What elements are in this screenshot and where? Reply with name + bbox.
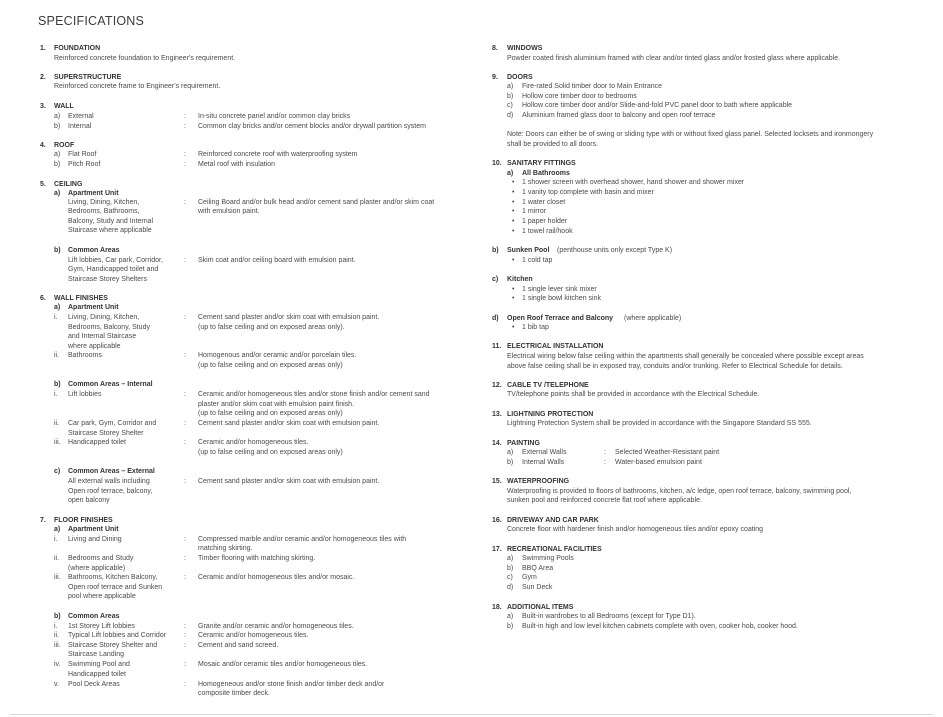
spec-left-text: ii. [54,632,60,639]
spec-left-subheading: Common Areas [68,247,120,254]
spec-left-text: ii. [54,420,60,427]
spec-right-text: (penthouse units only except Type K) [557,247,673,254]
spec-left-text: : [184,420,186,427]
spec-left-text: Typical Lift lobbies and Corridor [68,632,167,639]
spec-left-text: iii. [54,574,61,581]
spec-left-subheading: a) [54,190,61,197]
spec-left-subheading: Apartment Unit [68,304,119,311]
spec-right-text: sunken pool and reinforced concrete flat roof where applicable. [507,497,702,504]
spec-left-subheading: Apartment Unit [68,190,119,197]
spec-left-heading: SUPERSTRUCTURE [54,74,122,81]
spec-right-text: (where applicable) [624,315,682,322]
spec-left-text: i. [54,623,58,630]
spec-left-heading: WALL FINISHES [54,295,108,302]
spec-right-text: 1 paper holder [522,218,568,225]
spec-right-text: b) [507,459,514,466]
spec-right-text: Swimming Pools [522,555,574,562]
spec-right-subheading: c) [492,276,499,283]
spec-right-heading: 17. [492,546,502,553]
spec-right-text: shall be provided to all doors. [507,141,599,148]
spec-right-text: a) [507,83,514,90]
spec-right-heading: PAINTING [507,440,540,447]
spec-left-text: Common clay bricks and/or cement blocks and/or drywall partition system [198,123,426,130]
spec-left-text: Skim coat and/or ceiling board with emulsion paint. [198,257,356,264]
spec-left-text: Lift lobbies [68,391,102,398]
spec-left-text: : [184,352,186,359]
spec-left-text: Homogenous and/or ceramic and/or porcelain tiles. [198,352,357,359]
spec-left-text: Cement sand plaster and/or skim coat with emulsion paint. [198,420,380,427]
spec-left-text: Living and Dining [68,536,122,543]
spec-right-subheading: d) [492,315,499,322]
spec-left-text: : [184,123,186,130]
spec-right-text: TV/telephone points shall be provided in accordance with the Electrical Schedule. [507,391,760,398]
spec-left-text: b) [54,161,61,168]
spec-right-subheading: Kitchen [507,276,533,283]
spec-left-text: (where applicable) [68,565,126,572]
spec-left-text: : [184,113,186,120]
spec-right-heading: 12. [492,382,502,389]
spec-left-text: i. [54,536,58,543]
spec-left-text: (up to false ceiling and on exposed areas only). [198,324,345,331]
spec-left-text: Living, Dining, Kitchen, [68,314,140,321]
spec-left-text: Cement sand plaster and/or skim coat with emulsion paint. [198,478,380,485]
spec-left-text: ii. [54,555,60,562]
spec-left-subheading: Common Areas – External [68,468,155,475]
spec-right-text: c) [507,574,513,581]
spec-left-text: : [184,391,186,398]
spec-left-text: Ceramic and/or homogeneous tiles and/or mosaic. [198,574,355,581]
spec-right-heading: 15. [492,478,502,485]
spec-right-heading: LIGHTNING PROTECTION [507,411,594,418]
spec-left-text: Ceramic and/or homogeneous tiles. [198,632,309,639]
spec-left-heading: 1. [40,45,46,52]
spec-right-heading: WATERPROOFING [507,478,570,485]
spec-right-text: • [512,199,515,206]
spec-left-text: Balcony, Study and Internal [68,218,154,225]
spec-left-heading: 3. [40,103,46,110]
spec-right-text: Hollow core timber door and/or Slide-and-fold PVC panel door to bath where applicable [522,102,793,109]
spec-right-heading: ADDITIONAL ITEMS [507,604,574,611]
spec-right-text: • [512,218,515,225]
spec-left-text: Internal [68,123,92,130]
spec-right-text: b) [507,623,514,630]
spec-left-subheading: c) [54,468,61,475]
spec-right-text: 1 cold tap [522,257,553,264]
page-title: SPECIFICATIONS [38,14,145,28]
spec-left-text: : [184,681,186,688]
spec-right-text: above false ceiling shall be in exposed tray, conduits and/or trunking. Refer to Electrical Schedule for details. [507,363,843,370]
spec-left-text: Bedrooms, Balcony, Study [68,324,150,331]
spec-right-text: 1 vanity top complete with basin and mixer [522,189,654,196]
spec-left-text: Living, Dining, Kitchen, [68,199,140,206]
spec-left-text: Bedrooms and Study [68,555,134,562]
spec-left-text: Open roof terrace, balcony, [68,488,153,495]
spec-right-heading: 11. [492,343,502,350]
spec-right-heading: WINDOWS [507,45,543,52]
spec-left-heading: FLOOR FINISHES [54,517,113,524]
spec-left-text: Staircase Storey Shelter [68,430,144,437]
spec-left-heading: 2. [40,74,46,81]
spec-right-text: a) [507,613,514,620]
spec-left-text: Reinforced concrete frame to Engineer's requirement. [54,83,221,90]
spec-left-text: External [68,113,94,120]
spec-left-text: plaster and/or skim coat with emulsion paint finish. [198,401,355,408]
spec-left-text: : [184,642,186,649]
spec-left-heading: FOUNDATION [54,45,101,52]
spec-left-text: i. [54,391,58,398]
spec-left-text: and Internal Staircase [68,333,137,340]
spec-left-text: Gym, Handicapped toilet and [68,266,159,273]
spec-right-text: 1 water closet [522,199,566,206]
spec-left-text: : [184,199,186,206]
spec-right-text: • [512,257,515,264]
spec-right-text: 1 bib tap [522,324,549,331]
spec-left-subheading: Common Areas – Internal [68,381,153,388]
spec-left-text: iii. [54,642,61,649]
spec-left-heading: ROOF [54,142,75,149]
spec-left-heading: WALL [54,103,74,110]
spec-left-text: open balcony [68,497,110,504]
spec-left-text: Pool Deck Areas [68,681,120,688]
spec-left-text: : [184,478,186,485]
spec-left-text: matching skirting. [198,545,253,552]
spec-left-text: Handicapped toilet [68,439,126,446]
spec-left-text: : [184,555,186,562]
spec-right-text: • [512,208,515,215]
spec-right-text: Gym [522,574,537,581]
spec-left-text: Staircase Storey Shelter and [68,642,158,649]
spec-left-text: Metal roof with insulation [198,161,276,168]
spec-right-text: Hollow core timber door to bedrooms [522,93,637,100]
spec-left-text: 1st Storey Lift lobbies [68,623,135,630]
spec-left-heading: 4. [40,142,46,149]
spec-left-text: Swimming Pool and [68,661,130,668]
spec-right-text: Internal Walls [522,459,565,466]
spec-right-text: • [512,324,515,331]
spec-right-text: Waterproofing is provided to floors of bathrooms, kitchen, a/c ledge, open roof terrace, balcony, swimming pool, [507,488,852,495]
spec-right-text: • [512,286,515,293]
spec-left-text: : [184,536,186,543]
spec-right-text: 1 towel rail/hook [522,228,573,235]
spec-left-text: Ceramic and/or homogeneous tiles and/or stone finish and/or cement sand [198,391,430,398]
spec-left-text: : [184,661,186,668]
spec-right-heading: 16. [492,517,502,524]
spec-right-heading: 9. [492,74,498,81]
spec-left-text: Flat Roof [68,151,97,158]
spec-right-subheading: Open Roof Terrace and Balcony [507,315,614,322]
spec-left-text: Reinforced concrete roof with waterproofing system [198,151,358,158]
spec-right-text: Aluminium framed glass door to balcony and open roof terrace [522,112,716,119]
spec-right-text: 1 single lever sink mixer [522,286,597,293]
spec-right-text: 1 shower screen with overhead shower, hand shower and shower mixer [522,179,745,186]
spec-right-text: Built-in wardrobes to all Bedrooms (except for Type D1). [522,613,696,620]
spec-left-text: i. [54,314,58,321]
spec-left-heading: 6. [40,295,46,302]
spec-left-text: with emulsion paint. [198,208,260,215]
spec-right-text: Powder coated finish aluminium framed with clear and/or tinted glass and/or frosted glass where applicable. [507,55,841,62]
spec-right-subheading: b) [492,247,499,254]
bottom-divider [10,714,933,715]
spec-left-text: All external walls including [68,478,150,485]
spec-right-heading: ELECTRICAL INSTALLATION [507,343,604,350]
spec-right-text: b) [507,93,514,100]
spec-right-text: • [512,179,515,186]
spec-left-text: Staircase Landing [68,651,125,658]
spec-right-text: b) [507,565,514,572]
spec-right-heading: DOORS [507,74,533,81]
spec-right-heading: CABLE TV /TELEPHONE [507,382,589,389]
spec-left-text: : [184,314,186,321]
spec-left-heading: 5. [40,181,46,188]
spec-left-text: Homogeneous and/or stone finish and/or timber deck and/or [198,681,385,688]
spec-left-text: a) [54,113,61,120]
spec-right-text: 1 mirror [522,208,547,215]
spec-right-text: a) [507,449,514,456]
spec-right-text: d) [507,112,514,119]
spec-right-text: Fire-rated Solid timber door to Main Entrance [522,83,663,90]
spec-left-text: Bathrooms, Kitchen Balcony, [68,574,158,581]
spec-right-heading: 13. [492,411,502,418]
spec-right-subheading: a) [507,170,514,177]
spec-left-subheading: b) [54,247,61,254]
spec-right-heading: 8. [492,45,498,52]
spec-right-text: Concrete floor with hardener finish and/or homogeneous tiles and/or epoxy coating [507,526,764,533]
spec-left-text: v. [54,681,59,688]
spec-right-heading: 14. [492,440,502,447]
spec-left-text: Open roof terrace and Sunken [68,584,163,591]
spec-left-text: (up to false ceiling and on exposed areas only) [198,410,343,417]
spec-left-text: : [184,151,186,158]
spec-right-text: Note: Doors can either be of swing or sliding type with or without fixed glass panel. Selected locksets and ironmongery [507,131,874,138]
spec-right-text: Water-based emulsion paint [615,459,702,466]
spec-left-text: a) [54,151,61,158]
spec-left-text: Staircase Storey Shelters [68,276,147,283]
spec-left-text: Ceiling Board and/or bulk head and/or cement sand plaster and/or skim coat [198,199,435,206]
spec-right-heading: 10. [492,160,502,167]
spec-left-subheading: b) [54,381,61,388]
spec-left-subheading: Apartment Unit [68,526,119,533]
spec-right-text: BBQ Area [522,565,554,572]
spec-left-text: Lift lobbies, Car park, Corridor, [68,257,163,264]
spec-right-subheading: All Bathrooms [522,170,570,177]
spec-left-text: Compressed marble and/or ceramic and/or homogeneous tiles with [198,536,407,543]
spec-right-text: d) [507,584,514,591]
spec-right-text: Built-in high and low level kitchen cabinets complete with oven, cooker hob, cooker hood. [522,623,798,630]
spec-left-text: Bathrooms [68,352,102,359]
spec-left-text: Mosaic and/or ceramic tiles and/or homogeneous tiles. [198,661,368,668]
spec-left-subheading: a) [54,526,61,533]
spec-right-subheading: Sunken Pool [507,247,550,254]
spec-left-text: Cement and sand screed. [198,642,279,649]
spec-left-text: Staircase where applicable [68,227,152,234]
spec-right-heading: 18. [492,604,502,611]
spec-left-text: Handicapped toilet [68,671,126,678]
spec-left-text: iv. [54,661,61,668]
spec-left-subheading: Common Areas [68,613,120,620]
spec-left-text: (up to false ceiling and on exposed areas only) [198,449,343,456]
spec-right-text: 1 single bowl kitchen sink [522,295,601,302]
spec-left-heading: 7. [40,517,46,524]
spec-left-text: In-situ concrete panel and/or common clay bricks [198,113,351,120]
spec-left-text: Timber flooring with matching skirting. [198,555,316,562]
spec-right-text: External Walls [522,449,567,456]
spec-right-text: c) [507,102,513,109]
spec-left-text: : [184,439,186,446]
spec-right-heading: SANITARY FITTINGS [507,160,576,167]
spec-left-text: Reinforced concrete foundation to Engineer's requirement. [54,55,236,62]
spec-right-text: • [512,189,515,196]
spec-left-heading: CEILING [54,181,83,188]
spec-left-text: pool where applicable [68,593,136,600]
spec-left-text: Car park, Gym, Corridor and [68,420,157,427]
spec-left-subheading: a) [54,304,61,311]
spec-left-text: : [184,161,186,168]
spec-left-subheading: b) [54,613,61,620]
spec-left-text: b) [54,123,61,130]
spec-left-text: Bedrooms, Bathrooms, [68,208,140,215]
spec-right-text: : [604,449,606,456]
spec-left-text: Cement sand plaster and/or skim coat with emulsion paint. [198,314,380,321]
spec-right-text: a) [507,555,514,562]
spec-left-text: composite timber deck. [198,690,270,697]
spec-right-text: Electrical wiring below false ceiling within the apartments shall generally be concealed where possible except areas [507,353,864,360]
spec-left-text: : [184,257,186,264]
spec-left-text: : [184,574,186,581]
spec-left-text: Granite and/or ceramic and/or homogeneous tiles. [198,623,354,630]
spec-left-text: : [184,623,186,630]
spec-right-text: • [512,228,515,235]
spec-right-text: : [604,459,606,466]
spec-left-text: Ceramic and/or homogeneous tiles. [198,439,309,446]
spec-right-text: Selected Weather-Resistant paint [615,449,720,456]
spec-left-text: iii. [54,439,61,446]
spec-right-text: Lightning Protection System shall be provided in accordance with the Singapore Standard SS 555. [507,420,812,427]
spec-left-text: ii. [54,352,60,359]
spec-right-text: • [512,295,515,302]
spec-left-text: where applicable [68,343,121,350]
spec-right-heading: RECREATIONAL FACILITIES [507,546,602,553]
spec-left-text: : [184,632,186,639]
spec-left-text: (up to false ceiling and on exposed areas only) [198,362,343,369]
spec-left-text: Pitch Roof [68,161,101,168]
spec-right-text: Sun Deck [522,584,553,591]
spec-right-heading: DRIVEWAY AND CAR PARK [507,517,599,524]
